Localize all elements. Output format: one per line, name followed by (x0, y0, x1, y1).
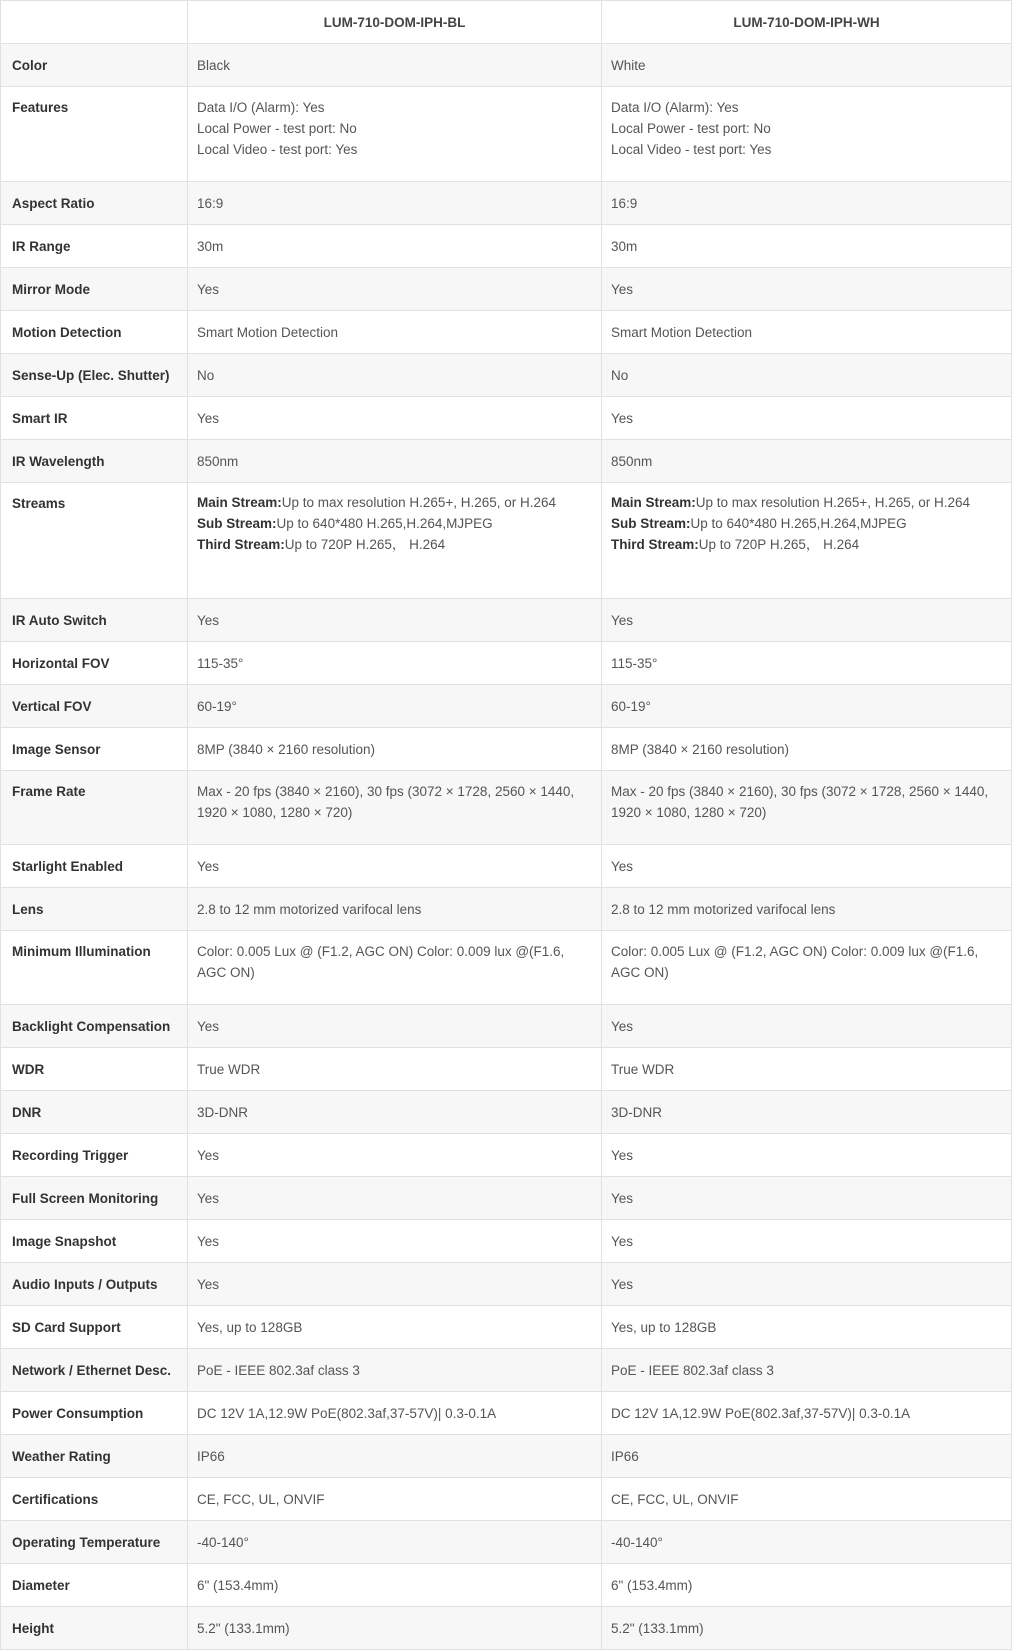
stream-name: Sub Stream: (611, 516, 691, 531)
row-label: Sense-Up (Elec. Shutter) (1, 354, 188, 397)
row-label: Audio Inputs / Outputs (1, 1263, 188, 1306)
header-model-wh: LUM-710-DOM-IPH-WH (602, 1, 1012, 44)
row-label: IR Range (1, 225, 188, 268)
table-row (1, 1521, 1012, 1564)
table-row (1, 1177, 1012, 1220)
value-cell-wh: CE, FCC, UL, ONVIF (602, 1478, 1012, 1521)
table-row (1, 440, 1012, 483)
header-model-bl: LUM-710-DOM-IPH-BL (188, 1, 602, 44)
row-label: DNR (1, 1091, 188, 1134)
stream-value: Up to 640*480 H.265,H.264,MJPEG (276, 516, 493, 531)
table-row (1, 1220, 1012, 1263)
value-cell-wh: 30m (602, 225, 1012, 268)
row-label: Frame Rate (1, 771, 188, 845)
value-line: Local Video - test port: Yes (197, 142, 358, 157)
value-cell-bl: Yes (188, 1177, 602, 1220)
value-cell-wh: Yes (602, 1134, 1012, 1177)
row-label: Features (1, 87, 188, 182)
table-row (1, 354, 1012, 397)
row-label: Smart IR (1, 397, 188, 440)
stream-line (611, 534, 1002, 555)
value-cell-bl: 5.2" (133.1mm) (188, 1607, 602, 1650)
row-label: Image Snapshot (1, 1220, 188, 1263)
table-row (1, 888, 1012, 931)
value-cell-bl: 115-35° (188, 642, 602, 685)
value-cell-wh: No (602, 354, 1012, 397)
value-cell-wh: PoE - IEEE 802.3af class 3 (602, 1349, 1012, 1392)
value-cell-wh: Color: 0.005 Lux @ (F1.2, AGC ON) Color: 0.009 lux @(F1.6, AGC ON) (602, 931, 1012, 1005)
row-label: Streams (1, 483, 188, 599)
stream-line (197, 534, 592, 555)
row-label: Motion Detection (1, 311, 188, 354)
stream-value: Up to max resolution H.265+, H.265, or H.264 (281, 495, 557, 510)
table-row (1, 311, 1012, 354)
value-cell-wh: 850nm (602, 440, 1012, 483)
stream-line (197, 513, 592, 534)
value-cell-wh: Yes (602, 845, 1012, 888)
value-cell-bl: DC 12V 1A,12.9W PoE(802.3af,37-57V)| 0.3-0.1A (188, 1392, 602, 1435)
stream-value: Up to 720P H.265， H.264 (698, 537, 860, 552)
stream-value: Up to max resolution H.265+, H.265, or H.264 (695, 495, 971, 510)
value-cell-bl: Black (188, 44, 602, 87)
value-cell-wh: Yes (602, 599, 1012, 642)
stream-name: Third Stream: (611, 537, 699, 552)
row-label: Height (1, 1607, 188, 1650)
value-cell-bl (188, 87, 602, 182)
stream-name: Main Stream: (611, 495, 696, 510)
table-row (1, 182, 1012, 225)
row-label: Weather Rating (1, 1435, 188, 1478)
value-cell-wh: DC 12V 1A,12.9W PoE(802.3af,37-57V)| 0.3-0.1A (602, 1392, 1012, 1435)
table-row (1, 397, 1012, 440)
table-row (1, 1607, 1012, 1650)
row-label: Full Screen Monitoring (1, 1177, 188, 1220)
value-cell-wh: Yes (602, 397, 1012, 440)
value-cell-bl: Yes (188, 599, 602, 642)
value-cell-wh: 6" (153.4mm) (602, 1564, 1012, 1607)
stream-name: Sub Stream: (197, 516, 277, 531)
value-cell-bl: 16:9 (188, 182, 602, 225)
table-row (1, 1134, 1012, 1177)
table-row (1, 1048, 1012, 1091)
row-label: Image Sensor (1, 728, 188, 771)
table-row (1, 728, 1012, 771)
value-cell-bl: IP66 (188, 1435, 602, 1478)
value-cell-wh: 8MP (3840 × 2160 resolution) (602, 728, 1012, 771)
row-label: IR Auto Switch (1, 599, 188, 642)
row-label: Color (1, 44, 188, 87)
table-row (1, 845, 1012, 888)
value-cell-bl: Yes (188, 1220, 602, 1263)
value-cell-bl: Yes, up to 128GB (188, 1306, 602, 1349)
value-cell-bl: Yes (188, 1134, 602, 1177)
value-cell-wh: 16:9 (602, 182, 1012, 225)
table-row (1, 1564, 1012, 1607)
value-cell-wh: 60-19° (602, 685, 1012, 728)
table-row (1, 931, 1012, 1005)
row-label: WDR (1, 1048, 188, 1091)
value-cell-bl: No (188, 354, 602, 397)
value-cell-wh: -40-140° (602, 1521, 1012, 1564)
value-cell-wh: Smart Motion Detection (602, 311, 1012, 354)
row-label: Backlight Compensation (1, 1005, 188, 1048)
value-cell-wh: 3D-DNR (602, 1091, 1012, 1134)
row-label: Diameter (1, 1564, 188, 1607)
value-cell-wh (602, 87, 1012, 182)
table-row (1, 44, 1012, 87)
value-cell-bl: True WDR (188, 1048, 602, 1091)
value-cell-bl: 2.8 to 12 mm motorized varifocal lens (188, 888, 602, 931)
value-line: Data I/O (Alarm): Yes (197, 100, 325, 115)
table-row (1, 1478, 1012, 1521)
stream-value: Up to 720P H.265， H.264 (284, 537, 446, 552)
stream-line (611, 492, 1002, 513)
table-row (1, 642, 1012, 685)
value-cell-bl: 60-19° (188, 685, 602, 728)
value-cell-bl: Color: 0.005 Lux @ (F1.2, AGC ON) Color: 0.009 lux @(F1.6, AGC ON) (188, 931, 602, 1005)
stream-value: Up to 640*480 H.265,H.264,MJPEG (690, 516, 907, 531)
table-row (1, 599, 1012, 642)
value-line: Local Video - test port: Yes (611, 142, 772, 157)
row-label: Minimum Illumination (1, 931, 188, 1005)
stream-line (197, 492, 592, 513)
value-cell-wh: True WDR (602, 1048, 1012, 1091)
row-label: IR Wavelength (1, 440, 188, 483)
value-cell-wh: Yes (602, 1220, 1012, 1263)
header-blank-cell (1, 1, 188, 44)
row-label: Aspect Ratio (1, 182, 188, 225)
table-row (1, 268, 1012, 311)
value-cell-bl: Smart Motion Detection (188, 311, 602, 354)
value-cell-bl: 8MP (3840 × 2160 resolution) (188, 728, 602, 771)
stream-name: Third Stream: (197, 537, 285, 552)
table-row (1, 1349, 1012, 1392)
table-row (1, 1091, 1012, 1134)
value-line: Data I/O (Alarm): Yes (611, 100, 739, 115)
table-row (1, 1306, 1012, 1349)
value-cell-wh: 5.2" (133.1mm) (602, 1607, 1012, 1650)
header-row (1, 1, 1012, 44)
table-row (1, 1435, 1012, 1478)
stream-line (611, 513, 1002, 534)
spec-body (1, 44, 1012, 1650)
value-cell-bl: 850nm (188, 440, 602, 483)
value-cell-bl: Yes (188, 1005, 602, 1048)
value-cell-wh: Max - 20 fps (3840 × 2160), 30 fps (3072 × 1728, 2560 × 1440, 1920 × 1080, 1280 × 720) (602, 771, 1012, 845)
value-line: Local Power - test port: No (611, 121, 771, 136)
table-row (1, 1392, 1012, 1435)
value-cell-bl: Yes (188, 397, 602, 440)
value-cell-bl: Yes (188, 845, 602, 888)
value-cell-wh: IP66 (602, 1435, 1012, 1478)
value-cell-bl: PoE - IEEE 802.3af class 3 (188, 1349, 602, 1392)
row-label: Mirror Mode (1, 268, 188, 311)
table-row (1, 1005, 1012, 1048)
table-row (1, 771, 1012, 845)
row-label: Power Consumption (1, 1392, 188, 1435)
value-cell-bl: 30m (188, 225, 602, 268)
value-cell-bl (188, 483, 602, 599)
value-cell-bl: 3D-DNR (188, 1091, 602, 1134)
value-cell-bl: -40-140° (188, 1521, 602, 1564)
table-row (1, 483, 1012, 599)
value-line: Local Power - test port: No (197, 121, 357, 136)
stream-name: Main Stream: (197, 495, 282, 510)
value-cell-bl: Max - 20 fps (3840 × 2160), 30 fps (3072 × 1728, 2560 × 1440, 1920 × 1080, 1280 × 720) (188, 771, 602, 845)
value-cell-bl: 6" (153.4mm) (188, 1564, 602, 1607)
row-label: Vertical FOV (1, 685, 188, 728)
row-label: Lens (1, 888, 188, 931)
row-label: Horizontal FOV (1, 642, 188, 685)
value-cell-wh: White (602, 44, 1012, 87)
value-cell-wh: Yes, up to 128GB (602, 1306, 1012, 1349)
value-cell-wh: Yes (602, 1005, 1012, 1048)
value-cell-bl: CE, FCC, UL, ONVIF (188, 1478, 602, 1521)
row-label: Starlight Enabled (1, 845, 188, 888)
table-row (1, 225, 1012, 268)
row-label: Network / Ethernet Desc. (1, 1349, 188, 1392)
value-cell-bl: Yes (188, 1263, 602, 1306)
value-cell-wh (602, 483, 1012, 599)
value-cell-wh: 2.8 to 12 mm motorized varifocal lens (602, 888, 1012, 931)
table-row (1, 685, 1012, 728)
row-label: Operating Temperature (1, 1521, 188, 1564)
value-cell-wh: Yes (602, 268, 1012, 311)
row-label: Recording Trigger (1, 1134, 188, 1177)
value-cell-wh: 115-35° (602, 642, 1012, 685)
value-cell-bl: Yes (188, 268, 602, 311)
row-label: SD Card Support (1, 1306, 188, 1349)
table-row (1, 87, 1012, 182)
value-cell-wh: Yes (602, 1263, 1012, 1306)
value-cell-wh: Yes (602, 1177, 1012, 1220)
row-label: Certifications (1, 1478, 188, 1521)
table-row (1, 1263, 1012, 1306)
